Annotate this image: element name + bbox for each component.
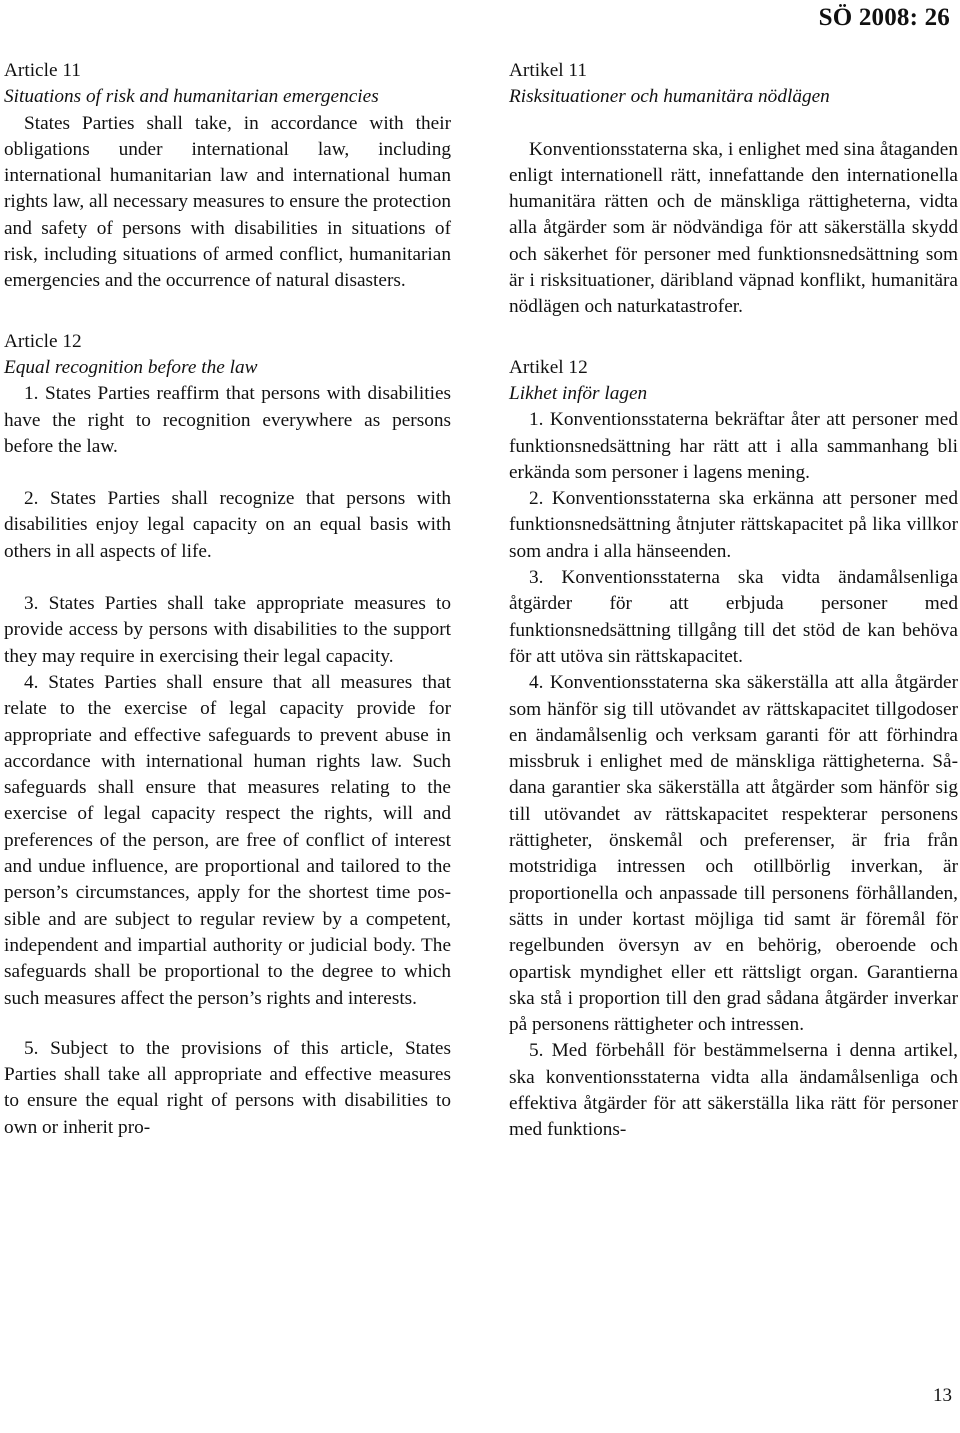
article-11-paragraph: States Parties shall take, in accordance with their obligations under international law, including international humanitarian law and international human rights law, all necessary measures to ensure the protection and safety of persons with disabilities in situations of risk, including situations of armed conflict, humanitarian emergencies and the occurrence of natural disasters. [4,112,451,292]
article-12-paragraph-5: 5. Subject to the provisions of this article, States Parties shall take all appropriate and effective measures to ensure the equal right of persons with disabilities to own or inherit pro- [4,1037,451,1138]
article-11-subtitle: Situations of risk and humanitarian emergencies [4,86,379,108]
artikel-11-paragraph: Konventionsstaterna ska, i enlighet med sina åtaganden enligt internationell rätt, innefattande den internationella humanitära rätten och de mänskliga rättigheterna, vidta alla åtgärder som är nödvändiga för att säkerställa skydd och säkerhet för personer med funktionsnedsättning som är i risksituationer, däribland väpnad konflikt, humanitära nödlägen och naturkatastrofer. [509,138,958,318]
artikel-12-subtitle: Likhet inför lagen [509,382,648,404]
artikel-12-paragraph-4: 4. Konventionsstaterna ska säkerställa att alla åtgärder som hänför sig till utövandet av rättskapacitet tillgodoser en ändamålsenlig och verksam garanti för att förhindra missbruk i enlighet med de mänskliga rättigheterna. Sådana garantier ska säkerställa att åtgärder som hänför sig till utövandet av rättskapacitet respekterar personens rättigheter, önskemål och preferenser, är fria från motstridiga intressen och otillbörlig inverkan, är proportionella och anpassade till personens förhållanden, sätts in under kortast möjliga tid samt är föremål för regelbunden översyn av en behörig, oberoende och opartisk myndighet eller ett rättsligt organ. Garantierna ska stå i proportion till den grad sådana åtgärder inverkar på personens rättigheter och intressen. [509,672,958,1036]
swedish-column [509,58,958,1144]
artikel-11-title: Artikel 11 [509,60,588,81]
artikel-12-paragraph-1: 1. Konventionsstaterna bekräftar åter att personer med funktionsnedsättning har rätt att i alla sammanhang bli erkända som personer i lagens mening. [509,409,958,483]
english-column [4,58,451,1141]
article-12-subtitle: Equal recognition before the law [4,356,258,378]
article-12-title: Article 12 [4,330,82,352]
article-12-paragraph-1: 1. States Parties reaffirm that persons with disabilities have the right to recognition everywhere as persons before the law. [4,383,451,457]
artikel-11-subtitle: Risksituationer och humanitära nödlägen [509,86,830,108]
article-12-paragraph-4: 4. States Parties shall ensure that all measures that relate to the exercise of legal capacity provide for appropriate and effective safeguards to prevent abuse in accordance with international human rights law. Such safeguards shall ensure that measures relating to the exercise of legal capacity respect the rights, will and preferences of the person, are free of conflict of interest and undue influence, are proportional and tailored to the person’s circumstances, apply for the shortest time possible and are subject to regular review by a competent, independent and impartial authority or judicial body. The safeguards shall be proportional to the degree to which such measures affect the person’s rights and interests. [4,671,451,1009]
page-number: 13 [933,1385,952,1406]
document-reference: SÖ 2008: 26 [818,4,950,31]
artikel-12-title: Artikel 12 [509,356,588,378]
artikel-12-paragraph-3: 3. Konventionsstaterna ska vidta ändamålsenliga åtgärder för att erbjuda personer med funktionsnedsättning tillgång till det stöd de kan behöva för att utöva sin rättskapacitet. [509,567,958,667]
artikel-12-paragraph-2: 2. Konventionsstaterna ska erkänna att personer med funktionsnedsättning åtnjuter rättskapacitet på lika villkor som andra i alla hänseenden. [509,488,958,562]
article-12-paragraph-2: 2. States Parties shall recognize that persons with disabilities enjoy legal capacity on an equal basis with others in all aspects of life. [4,488,451,562]
article-11-title: Article 11 [4,60,81,81]
artikel-12-paragraph-5: 5. Med förbehåll för bestämmelserna i denna artikel, ska konventionsstaterna vidta alla ändamålsenliga och effektiva åtgärder för att säkerställa lika rätt för personer med funktions- [509,1040,958,1141]
article-12-paragraph-3: 3. States Parties shall take appropriate measures to provide access by persons with disabilities to the support they may require in exercising their legal capacity. [4,593,451,667]
